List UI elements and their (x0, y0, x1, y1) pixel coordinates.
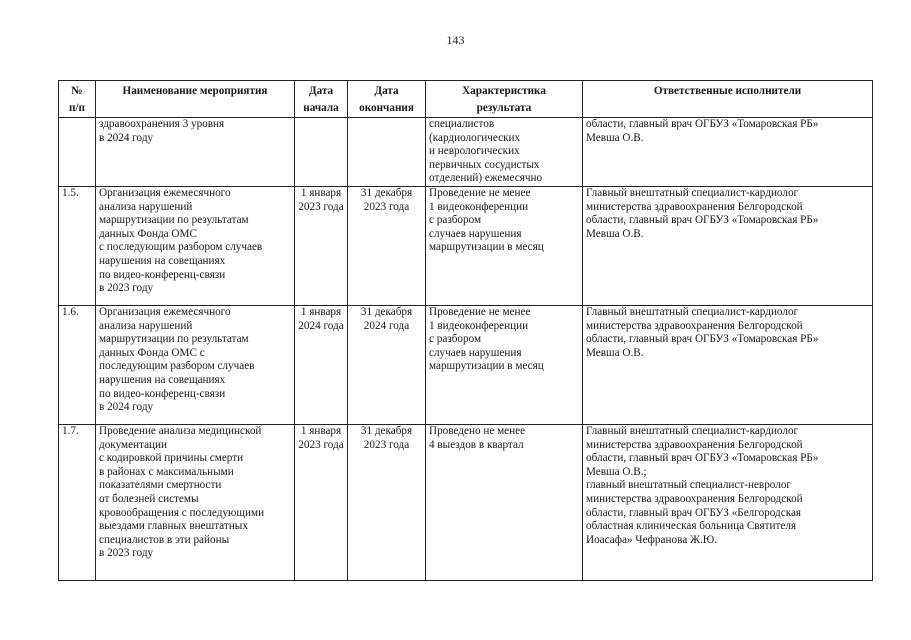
cell-result (426, 425, 583, 581)
cell-name-line: анализа нарушений (99, 200, 193, 213)
cell-responsible-line: Главный внештатный специалист-кардиолог (586, 306, 799, 318)
cell-name-line: документации (99, 438, 167, 451)
cell-name-line: нарушения на совещаниях (99, 254, 226, 267)
cell-name-line: Проведение анализа медицинской (99, 425, 262, 437)
cell-responsible-line: области, главный врач ОГБУЗ «Томаровская РБ» (586, 118, 819, 130)
cell-end-line: 31 декабря (360, 306, 413, 318)
cell-responsible-line: Иоасафа» Чефранова Ж.Ю. (586, 533, 718, 546)
header-name: Наименование мероприятия (96, 81, 295, 118)
cell-name (96, 187, 295, 306)
cell-responsible (583, 187, 873, 306)
cell-responsible-line: Мевша О.В. (586, 227, 644, 240)
cell-result-line: маршрутизации в месяц (429, 241, 544, 254)
cell-start (295, 425, 348, 581)
cell-name-line: специалистов в эти районы (99, 533, 230, 546)
cell-start (295, 187, 348, 306)
cell-result-line: с разбором (429, 333, 482, 346)
cell-end (348, 118, 426, 187)
cell-result-line: 1 видеоконференции (429, 200, 529, 213)
cell-name-line: анализа нарушений (99, 319, 193, 332)
cell-responsible (583, 306, 873, 425)
cell-responsible-line: Главный внештатный специалист-кардиолог (586, 425, 799, 437)
cell-result-line: (кардиологических (429, 131, 521, 144)
cell-name-line: данных Фонда ОМС (99, 227, 197, 240)
cell-responsible-line: Мевша О.В. (586, 131, 644, 144)
table-row (59, 187, 873, 306)
cell-end-line: 31 декабря (360, 187, 413, 199)
cell-result-line: Проведение не менее (429, 306, 531, 318)
header-result: Характеристика результата (426, 81, 583, 118)
table-header-row (59, 81, 873, 118)
cell-result-line: случаев нарушения (429, 227, 522, 240)
table-row (59, 306, 873, 425)
cell-start-line: 2023 года (298, 438, 344, 451)
cell-name-line: от болезней системы (99, 492, 199, 505)
cell-responsible-line: министерства здравоохранения Белгородской (586, 200, 803, 213)
cell-responsible-line: области, главный врач ОГБУЗ «Томаровская РБ» (586, 333, 819, 346)
cell-responsible-line: области, главный врач ОГБУЗ «Томаровская РБ» (586, 452, 819, 465)
cell-end (348, 187, 426, 306)
cell-name-line: в 2023 году (99, 547, 154, 560)
cell-name-line: по видео-конференц-связи (99, 387, 226, 400)
cell-name (96, 425, 295, 581)
cell-name-line: Организация ежемесячного (99, 187, 231, 199)
cell-responsible-line: Мевша О.В.; (586, 465, 647, 478)
cell-name-line: Организация ежемесячного (99, 306, 231, 318)
cell-name-line: в районах с максимальными (99, 465, 234, 478)
cell-name (96, 306, 295, 425)
cell-result-line: первичных сосудистых (429, 158, 540, 171)
cell-end-line: 2023 года (363, 200, 410, 213)
cell-name-line: в 2024 году (99, 131, 154, 144)
cell-start-line: 2024 года (298, 319, 344, 332)
cell-end-line: 31 декабря (360, 425, 413, 437)
cell-responsible (583, 425, 873, 581)
cell-name-line: маршрутизации по результатам (99, 333, 249, 346)
cell-name-line: кровообращения с последующими (99, 506, 265, 519)
cell-result (426, 187, 583, 306)
cell-end (348, 306, 426, 425)
cell-start-line: 1 января (300, 425, 342, 437)
cell-end-line: 2023 года (363, 438, 410, 451)
cell-result (426, 118, 583, 187)
cell-result-line: Проведение не менее (429, 187, 531, 199)
cell-name-line: показателями смертности (99, 479, 222, 492)
cell-responsible-line: областная клиническая больница Святителя (586, 520, 797, 533)
cell-responsible-line: министерства здравоохранения Белгородской (586, 319, 803, 332)
cell-result-line: отделений) ежемесячно (429, 172, 543, 185)
cell-num: 1.6. (59, 306, 96, 425)
cell-result-line: маршрутизации в месяц (429, 360, 544, 373)
cell-name (96, 118, 295, 187)
cell-responsible-line: Мевша О.В. (586, 346, 644, 359)
cell-name-line: выездами главных внештатных (99, 520, 248, 533)
cell-responsible-line: министерства здравоохранения Белгородской (586, 492, 803, 505)
cell-num: 1.7. (59, 425, 96, 581)
table-row (59, 118, 873, 187)
cell-name-line: нарушения на совещаниях (99, 373, 226, 386)
cell-result-line: 4 выездов в квартал (429, 438, 524, 451)
cell-start-line: 1 января (300, 306, 342, 318)
header-start: Дата начала (295, 81, 348, 118)
cell-result (426, 306, 583, 425)
cell-responsible-line: главный внештатный специалист-невролог (586, 479, 792, 492)
header-responsible: Ответственные исполнители (583, 81, 873, 118)
cell-result-line: 1 видеоконференции (429, 319, 529, 332)
cell-result-line: и неврологических (429, 145, 520, 158)
cell-start (295, 306, 348, 425)
cell-end (348, 425, 426, 581)
page-number: 143 (446, 33, 465, 47)
cell-result-line: случаев нарушения (429, 346, 522, 359)
cell-responsible-line: министерства здравоохранения Белгородской (586, 438, 803, 451)
header-end: Дата окончания (348, 81, 426, 118)
cell-name-line: по видео-конференц-связи (99, 268, 226, 281)
cell-name-line: с кодировкой причины смерти (99, 452, 244, 465)
cell-start-line: 1 января (300, 187, 342, 199)
cell-responsible-line: области, главный врач ОГБУЗ «Белгородская (586, 506, 802, 519)
cell-name-line: в 2024 году (99, 401, 154, 414)
cell-responsible (583, 118, 873, 187)
cell-name-line: данных Фонда ОМС с (99, 346, 205, 359)
cell-end-line: 2024 года (363, 319, 410, 332)
cell-start-line: 2023 года (298, 200, 344, 213)
cell-num: 1.5. (59, 187, 96, 306)
cell-responsible-line: Главный внештатный специалист-кардиолог (586, 187, 799, 199)
table-row (59, 425, 873, 581)
cell-name-line: здравоохранения 3 уровня (99, 118, 225, 130)
table-body (59, 118, 873, 581)
cell-start (295, 118, 348, 187)
plan-table (58, 80, 873, 581)
header-num: № п/п (59, 81, 96, 118)
cell-name-line: с последующим разбором случаев (99, 241, 263, 254)
cell-name-line: последующим разбором случаев (99, 360, 255, 373)
cell-name-line: в 2023 году (99, 282, 154, 295)
cell-responsible-line: области, главный врач ОГБУЗ «Томаровская РБ» (586, 214, 819, 227)
cell-num (59, 118, 96, 187)
cell-result-line: Проведено не менее (429, 425, 526, 437)
cell-result-line: специалистов (429, 118, 495, 130)
cell-result-line: с разбором (429, 214, 482, 227)
cell-name-line: маршрутизации по результатам (99, 214, 249, 227)
